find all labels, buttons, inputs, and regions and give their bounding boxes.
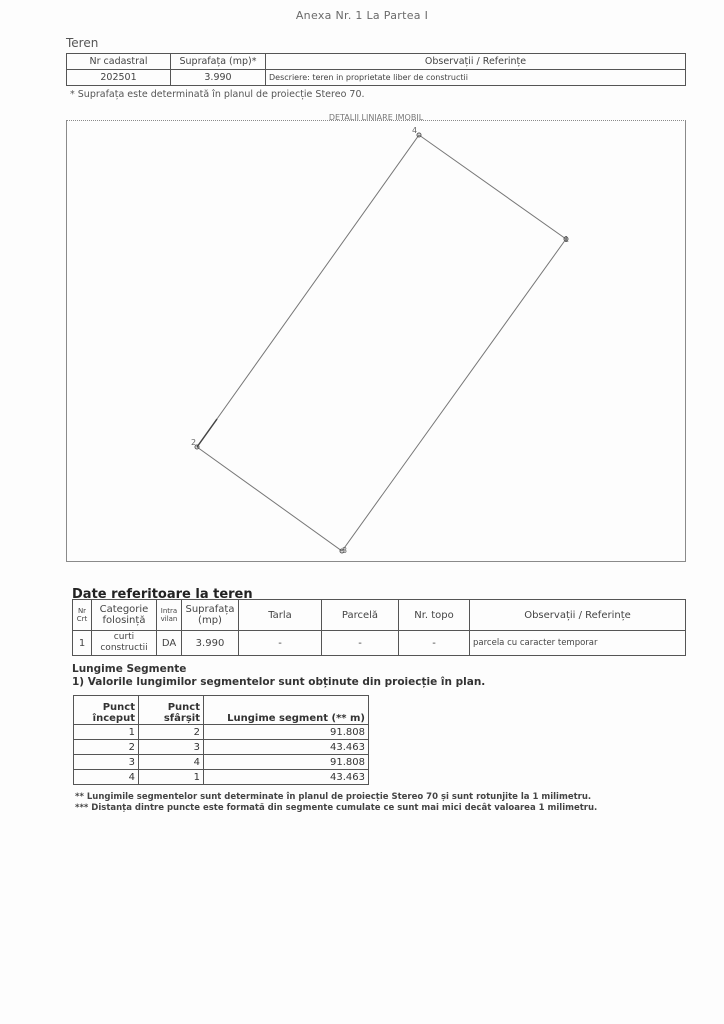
nr-topo-value: - [399,631,470,656]
observatii-value: parcela cu caracter temporar [470,631,686,656]
row-2-inceput: 2 [74,740,139,755]
intravilan-value: DA [157,631,182,656]
row-2-sfarsit: 3 [139,740,204,755]
row-3-sfarsit: 4 [139,755,204,770]
categorie-header: Categorie folosință [92,600,157,631]
segmente-table [73,695,369,785]
intravilan-header: Intra vilan [157,600,182,631]
row-4-lungime: 43.463 [204,770,369,785]
footnote-rounding: ** Lungimile segmentelor sunt determinate în planul de proiecție Stereo 70 și sunt rotunjite la 1 milimetru. [75,792,592,802]
segmente-note: 1) Valorile lungimilor segmentelor sunt obținute din proiecție în plan. [72,676,486,688]
tarla-header: Tarla [239,600,322,631]
table-row [74,770,369,785]
table-row [74,755,369,770]
parcela-header: Parcelă [322,600,399,631]
parcel-outline [197,135,566,551]
teren-header-row [67,54,686,70]
nr-cadastral-header: Nr cadastral [67,54,171,70]
segmente-header-row [74,696,369,725]
punct-sfarsit-header: Punct sfârșit [139,696,204,725]
table-row [74,725,369,740]
row-4-sfarsit: 1 [139,770,204,785]
table-row [74,740,369,755]
nr-cadastral-value: 202501 [67,70,171,86]
categorie-value: curti constructii [92,631,157,656]
teren-table [66,53,686,86]
teren-section-title: Teren [66,36,99,50]
lungime-header: Lungime segment (** m) [204,696,369,725]
date-teren-table [72,599,686,656]
parcel-plan-drawing [67,121,685,561]
segment-1-2-emphasis [197,419,217,447]
descriere-value: Descriere: teren in proprietate liber de constructii [266,70,686,86]
date-teren-title: Date referitoare la teren [72,587,253,602]
plan-frame [66,113,686,562]
suprafata-value: 3.990 [171,70,266,86]
suprafata-value-2: 3.990 [182,631,239,656]
nr-crt-header: Nr Crt [73,600,92,631]
row-3-inceput: 3 [74,755,139,770]
row-1-lungime: 91.808 [204,725,369,740]
nr-crt-value: 1 [73,631,92,656]
point-label-3: 3 [342,546,348,555]
point-label-2: 2 [191,438,197,447]
suprafata-note: * Suprafața este determinată în planul de proiecție Stereo 70. [70,89,365,100]
point-label-1: 4 [412,126,418,135]
plan-title: DETALII LINIARE IMOBIL [328,113,424,122]
suprafata-header-2: Suprafața (mp) [182,600,239,631]
observatii-header: Observații / Referințe [266,54,686,70]
teren-data-row [67,70,686,86]
row-4-inceput: 4 [74,770,139,785]
row-2-lungime: 43.463 [204,740,369,755]
document-header: Anexa Nr. 1 La Partea I [295,9,429,22]
row-1-sfarsit: 2 [139,725,204,740]
point-label-4: 1 [564,235,570,244]
row-3-lungime: 91.808 [204,755,369,770]
punct-inceput-header: Punct început [74,696,139,725]
date-teren-header-row [73,600,686,631]
row-1-inceput: 1 [74,725,139,740]
observatii-header-2: Observații / Referințe [470,600,686,631]
parcela-value: - [322,631,399,656]
suprafata-header: Suprafața (mp)* [171,54,266,70]
date-teren-data-row [73,631,686,656]
nr-topo-header: Nr. topo [399,600,470,631]
footnote-distance: *** Distanța dintre puncte este formată din segmente cumulate ce sunt mai mici decât valoarea 1 milimetru. [75,803,598,813]
segmente-title: Lungime Segmente [72,663,187,675]
tarla-value: - [239,631,322,656]
